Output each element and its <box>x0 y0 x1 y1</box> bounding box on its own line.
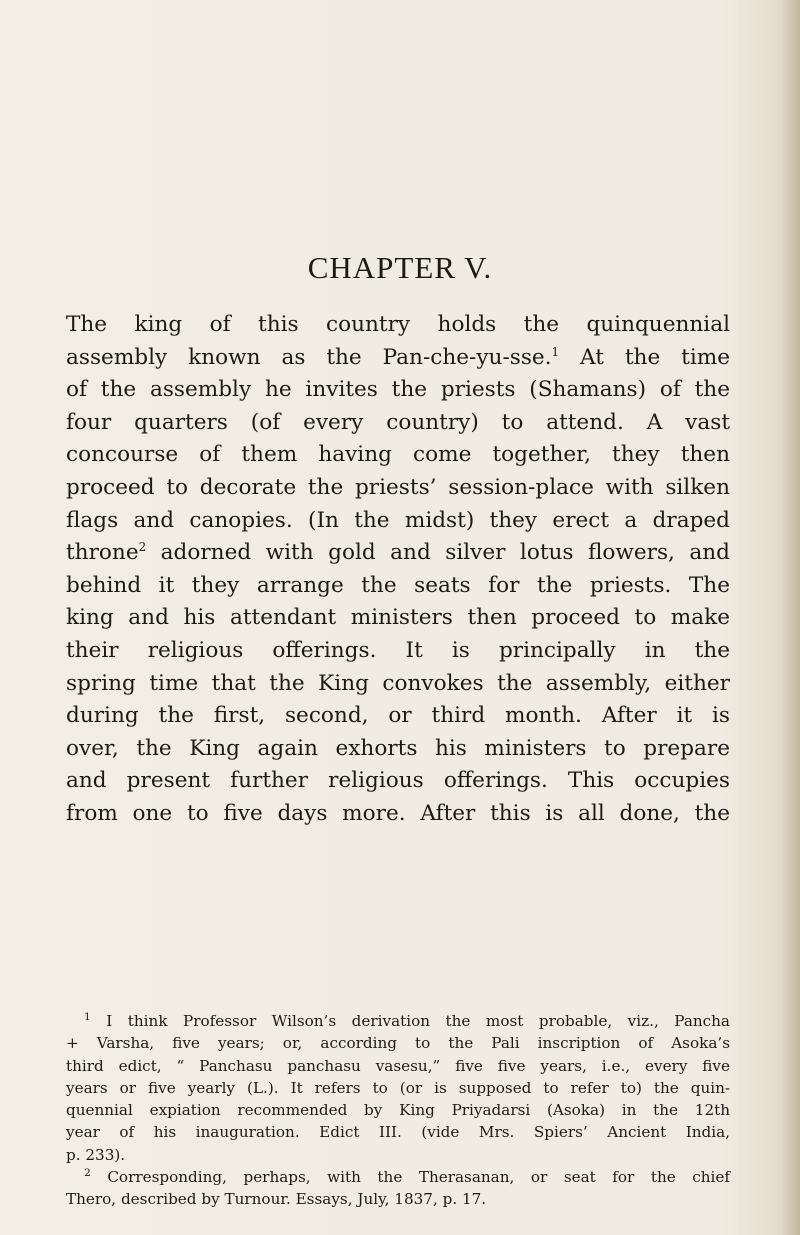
footnote-2-line <box>66 1166 730 1188</box>
body-line: concourse of them having come together, they then <box>66 442 730 468</box>
body-line-tail: At the time <box>580 344 730 370</box>
body-line: from one to five days more. After this is all done, the <box>66 800 730 826</box>
body-line: flags and canopies. (In the midst) they erect a draped <box>66 507 730 533</box>
body-line: of the assembly he invites the priests (Shamans) of the <box>66 377 730 403</box>
page-edge-shadow <box>782 0 800 1235</box>
chapter-title: CHAPTER V. <box>307 250 493 285</box>
footnotes <box>66 1010 730 1211</box>
footnote-1-line: years or five yearly (L.). It refers to (or is supposed to refer to) the quin- <box>66 1078 730 1097</box>
body-line: behind it they arrange the seats for the priests. The <box>66 572 730 598</box>
footnote-ref-2: 2 <box>138 539 147 554</box>
footnote-1-line: quennial expiation recommended by King Priyadarsi (Asoka) in the 12th <box>66 1101 730 1120</box>
footnote-1-line: + Varsha, five years; or, according to the Pali inscription of Asoka’s <box>66 1034 730 1053</box>
body-text <box>66 309 730 831</box>
body-line: during the first, second, or third month. After it is <box>66 703 730 729</box>
footnote-ref-1: 1 <box>551 344 560 359</box>
footnote-text: I think Professor Wilson’s derivation the most probable, viz., Pancha <box>106 1012 730 1030</box>
footnote-1-line: year of his inauguration. Edict III. (vide Mrs. Spiers’ Ancient India, <box>66 1123 730 1142</box>
body-line: four quarters (of every country) to attend. A vast <box>66 409 730 435</box>
body-line: their religious offerings. It is principally in the <box>66 637 730 663</box>
body-line: The king of this country holds the quinquennial <box>66 312 730 337</box>
footnote-1-line: p. 233). <box>66 1145 126 1164</box>
body-line-tail: adorned with gold and silver lotus flowers, and <box>160 540 730 566</box>
footnote-2-line: Thero, described by Turnour. Essays, July, 1837, p. 17. <box>66 1190 487 1209</box>
footnote-mark-2: 2 <box>84 1166 91 1180</box>
footnote-text: Corresponding, perhaps, with the Therasanan, or seat for the chief <box>107 1168 731 1187</box>
body-line-text: throne <box>66 540 139 566</box>
body-line: over, the King again exhorts his ministers to prepare <box>66 735 730 761</box>
body-line-text: assembly known as the Pan-che-yu-sse. <box>66 344 552 370</box>
body-line <box>66 342 730 375</box>
body-line: spring time that the King convokes the assembly, either <box>66 670 730 696</box>
body-line: king and his attendant ministers then proceed to make <box>66 605 730 631</box>
footnote-1-line <box>66 1010 730 1032</box>
footnote-1-line: third edict, “ Panchasu panchasu vasesu,” five five years, i.e., every five <box>66 1056 730 1075</box>
body-line: and present further religious offerings. This occupies <box>66 768 730 794</box>
body-line: proceed to decorate the priests’ session-place with silken <box>66 474 730 500</box>
body-line <box>66 537 730 570</box>
footnote-mark-1: 1 <box>84 1009 91 1023</box>
